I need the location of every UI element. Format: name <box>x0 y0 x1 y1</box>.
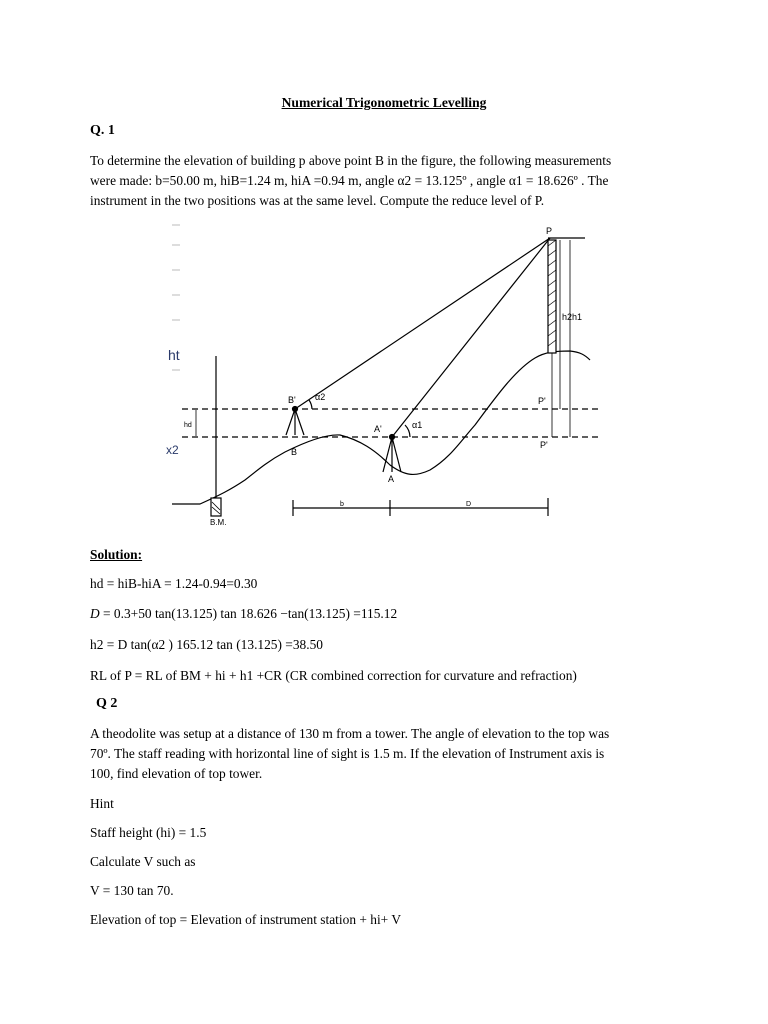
label-p: P <box>546 226 553 236</box>
solution-d-line <box>90 606 397 622</box>
label-b-prime: B' <box>288 395 296 405</box>
q2-v-formula: V = 130 tan 70. <box>90 883 174 898</box>
q2-text-line-2: 70º. The staff reading with horizontal line of sight is 1.5 m. If the elevation of Instrument axis is <box>90 746 605 761</box>
label-d-distance: D <box>466 501 472 508</box>
label-x2: x2 <box>166 443 179 457</box>
label-p-prime: P' <box>538 396 546 406</box>
label-hd: hd <box>184 422 192 429</box>
q2-heading: Q 2 <box>96 696 118 711</box>
label-b-distance: b <box>340 501 344 508</box>
sight-line-from-a <box>392 238 550 437</box>
instrument-a <box>383 435 401 473</box>
label-alpha1: α1 <box>412 420 423 430</box>
label-alpha2: α2 <box>315 392 326 402</box>
solution-d-rest: = 0.3+50 tan(13.125) tan 18.626 −tan(13.125) =115.12 <box>99 606 398 621</box>
q1-text-line-1: To determine the elevation of building p above point B in the figure, the following measurements <box>90 153 612 168</box>
solution-h2: h2 = D tan(α2 ) 165.12 tan (13.125) =38.50 <box>90 637 323 652</box>
label-p-dprime: P' <box>540 440 548 450</box>
levelling-figure <box>160 220 610 540</box>
solution-hd: hd = hiB-hiA = 1.24-0.94=0.30 <box>90 576 258 591</box>
q2-hint: Hint <box>90 796 114 811</box>
label-h1: h1 <box>572 312 583 322</box>
q1-text-line-3: instrument in the two positions was at the same level. Compute the reduce level of P. <box>90 193 545 208</box>
q2-staff-height: Staff height (hi) = 1.5 <box>90 825 207 840</box>
label-b: B <box>291 447 298 457</box>
building <box>548 240 556 353</box>
q2-text-line-1: A theodolite was setup at a distance of 130 m from a tower. The angle of elevation to the top was <box>90 726 610 741</box>
q1-heading: Q. 1 <box>90 123 115 138</box>
instrument-b <box>286 407 304 436</box>
label-a-prime: A' <box>374 424 382 434</box>
solution-rl: RL of P = RL of BM + hi + h1 +CR (CR combined correction for curvature and refraction) <box>90 668 577 683</box>
solution-heading: Solution: <box>90 547 143 562</box>
label-h2: h2 <box>562 312 573 322</box>
q2-elevation-formula: Elevation of top = Elevation of instrument station + hi+ V <box>90 912 402 927</box>
q2-calculate: Calculate V such as <box>90 854 196 869</box>
page-title: Numerical Trigonometric Levelling <box>281 95 487 110</box>
label-ht: ht <box>168 347 180 363</box>
sight-line-from-b <box>295 238 550 409</box>
label-a: A <box>388 474 395 484</box>
label-bm: B.M. <box>210 518 227 527</box>
solution-d-var: D <box>90 606 100 621</box>
q1-text-line-2: were made: b=50.00 m, hiB=1.24 m, hiA =0.94 m, angle α2 = 13.125º , angle α1 = 18.626º . The <box>90 173 609 188</box>
q2-text-line-3: 100, find elevation of top tower. <box>90 766 263 781</box>
